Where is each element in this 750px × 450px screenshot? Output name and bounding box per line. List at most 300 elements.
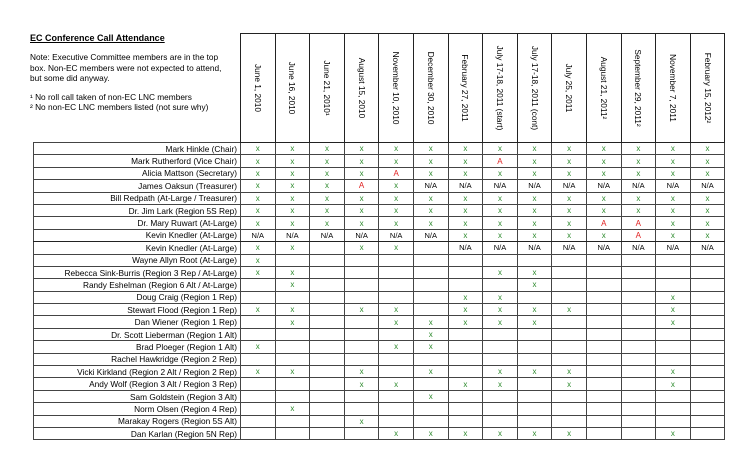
empty-cell bbox=[517, 291, 552, 303]
present-mark: x bbox=[379, 242, 414, 254]
present-mark: x bbox=[241, 254, 276, 266]
non-ec-member-row bbox=[34, 353, 725, 365]
empty-cell bbox=[379, 254, 414, 266]
non-ec-member-row bbox=[34, 304, 725, 316]
present-mark: x bbox=[344, 378, 379, 390]
empty-cell bbox=[586, 328, 621, 340]
empty-cell bbox=[379, 353, 414, 365]
member-name: Dr. Mary Ruwart (At-Large) bbox=[34, 217, 241, 229]
present-mark: x bbox=[310, 192, 345, 204]
empty-cell bbox=[344, 390, 379, 402]
absent-mark: A bbox=[621, 229, 656, 241]
empty-cell bbox=[344, 279, 379, 291]
present-mark: x bbox=[448, 217, 483, 229]
empty-cell bbox=[379, 291, 414, 303]
footnote-2: ² No non-EC LNC members listed (not sure why) bbox=[30, 102, 209, 113]
member-name: Dan Karlan (Region 5N Rep) bbox=[34, 427, 241, 439]
empty-cell bbox=[586, 266, 621, 278]
present-mark: x bbox=[656, 427, 691, 439]
empty-cell bbox=[483, 403, 518, 415]
date-label: June 1, 2010 bbox=[252, 64, 263, 112]
present-mark: x bbox=[552, 366, 587, 378]
empty-cell bbox=[413, 291, 448, 303]
empty-cell bbox=[310, 378, 345, 390]
present-mark: x bbox=[483, 204, 518, 216]
na-mark: N/A bbox=[275, 229, 310, 241]
empty-cell bbox=[310, 427, 345, 439]
empty-cell bbox=[656, 403, 691, 415]
present-mark: x bbox=[379, 204, 414, 216]
empty-cell bbox=[448, 390, 483, 402]
empty-cell bbox=[275, 328, 310, 340]
present-mark: x bbox=[690, 217, 725, 229]
present-mark: x bbox=[413, 316, 448, 328]
empty-cell bbox=[621, 304, 656, 316]
empty-cell bbox=[552, 415, 587, 427]
date-header bbox=[379, 34, 414, 143]
date-label: July 25, 2011 bbox=[564, 63, 575, 113]
empty-cell bbox=[552, 403, 587, 415]
empty-cell bbox=[344, 341, 379, 353]
present-mark: x bbox=[517, 304, 552, 316]
empty-cell bbox=[310, 415, 345, 427]
empty-cell bbox=[310, 279, 345, 291]
present-mark: x bbox=[690, 155, 725, 167]
empty-cell bbox=[517, 341, 552, 353]
present-mark: x bbox=[656, 378, 691, 390]
present-mark: x bbox=[656, 316, 691, 328]
empty-cell bbox=[310, 266, 345, 278]
empty-cell bbox=[586, 390, 621, 402]
empty-cell bbox=[621, 353, 656, 365]
ec-member-row bbox=[34, 229, 725, 241]
present-mark: x bbox=[413, 167, 448, 179]
empty-cell bbox=[379, 266, 414, 278]
empty-cell bbox=[552, 291, 587, 303]
header-spacer bbox=[34, 34, 241, 143]
empty-cell bbox=[275, 353, 310, 365]
empty-cell bbox=[586, 366, 621, 378]
empty-cell bbox=[656, 266, 691, 278]
empty-cell bbox=[448, 366, 483, 378]
na-mark: N/A bbox=[517, 242, 552, 254]
date-header bbox=[344, 34, 379, 143]
present-mark: x bbox=[517, 427, 552, 439]
date-label: June 21, 2010¹ bbox=[321, 60, 332, 116]
present-mark: x bbox=[517, 204, 552, 216]
present-mark: x bbox=[241, 180, 276, 192]
empty-cell bbox=[344, 291, 379, 303]
empty-cell bbox=[448, 266, 483, 278]
member-name: Alicia Mattson (Secretary) bbox=[34, 167, 241, 179]
empty-cell bbox=[621, 366, 656, 378]
member-name: Randy Eshelman (Region 6 Alt / At-Large) bbox=[34, 279, 241, 291]
present-mark: x bbox=[656, 204, 691, 216]
present-mark: x bbox=[483, 192, 518, 204]
empty-cell bbox=[310, 254, 345, 266]
present-mark: x bbox=[310, 167, 345, 179]
non-ec-member-row bbox=[34, 427, 725, 439]
present-mark: x bbox=[656, 192, 691, 204]
empty-cell bbox=[310, 390, 345, 402]
present-mark: x bbox=[275, 366, 310, 378]
empty-cell bbox=[656, 328, 691, 340]
empty-cell bbox=[241, 427, 276, 439]
date-header bbox=[310, 34, 345, 143]
non-ec-member-row bbox=[34, 403, 725, 415]
member-name: Stewart Flood (Region 1 Rep) bbox=[34, 304, 241, 316]
present-mark: x bbox=[690, 204, 725, 216]
present-mark: x bbox=[621, 167, 656, 179]
date-header bbox=[517, 34, 552, 143]
date-header bbox=[586, 34, 621, 143]
non-ec-member-row bbox=[34, 291, 725, 303]
date-label: June 16, 2010 bbox=[287, 61, 298, 115]
na-mark: N/A bbox=[621, 180, 656, 192]
present-mark: x bbox=[690, 192, 725, 204]
empty-cell bbox=[690, 390, 725, 402]
empty-cell bbox=[413, 378, 448, 390]
attendance-table bbox=[33, 33, 725, 440]
present-mark: x bbox=[586, 155, 621, 167]
absent-mark: A bbox=[621, 217, 656, 229]
date-label: July 17-18, 2011 (cont) bbox=[529, 45, 540, 131]
non-ec-member-row bbox=[34, 378, 725, 390]
present-mark: x bbox=[621, 204, 656, 216]
empty-cell bbox=[517, 328, 552, 340]
empty-cell bbox=[690, 403, 725, 415]
empty-cell bbox=[690, 341, 725, 353]
empty-cell bbox=[448, 328, 483, 340]
empty-cell bbox=[586, 316, 621, 328]
empty-cell bbox=[413, 403, 448, 415]
non-ec-member-row bbox=[34, 415, 725, 427]
present-mark: x bbox=[379, 427, 414, 439]
present-mark: x bbox=[413, 217, 448, 229]
date-header bbox=[241, 34, 276, 143]
present-mark: x bbox=[483, 266, 518, 278]
present-mark: x bbox=[448, 291, 483, 303]
present-mark: x bbox=[275, 279, 310, 291]
empty-cell bbox=[344, 266, 379, 278]
empty-cell bbox=[552, 341, 587, 353]
empty-cell bbox=[310, 304, 345, 316]
present-mark: x bbox=[552, 217, 587, 229]
present-mark: x bbox=[448, 143, 483, 155]
non-ec-member-row bbox=[34, 266, 725, 278]
empty-cell bbox=[690, 353, 725, 365]
ec-member-row bbox=[34, 143, 725, 155]
present-mark: x bbox=[241, 204, 276, 216]
empty-cell bbox=[344, 353, 379, 365]
non-ec-member-row bbox=[34, 328, 725, 340]
present-mark: x bbox=[483, 143, 518, 155]
empty-cell bbox=[275, 341, 310, 353]
member-name: Wayne Allyn Root (At-Large) bbox=[34, 254, 241, 266]
date-label: November 10, 2010 bbox=[391, 51, 402, 125]
na-mark: N/A bbox=[690, 180, 725, 192]
present-mark: x bbox=[656, 217, 691, 229]
empty-cell bbox=[310, 291, 345, 303]
na-mark: N/A bbox=[517, 180, 552, 192]
present-mark: x bbox=[517, 279, 552, 291]
member-name: Mark Rutherford (Vice Chair) bbox=[34, 155, 241, 167]
empty-cell bbox=[517, 254, 552, 266]
empty-cell bbox=[586, 427, 621, 439]
present-mark: x bbox=[621, 192, 656, 204]
present-mark: x bbox=[656, 167, 691, 179]
present-mark: x bbox=[483, 316, 518, 328]
present-mark: x bbox=[517, 143, 552, 155]
present-mark: x bbox=[552, 304, 587, 316]
empty-cell bbox=[552, 279, 587, 291]
empty-cell bbox=[621, 427, 656, 439]
empty-cell bbox=[656, 254, 691, 266]
page-title: EC Conference Call Attendance bbox=[30, 33, 165, 43]
present-mark: x bbox=[413, 366, 448, 378]
empty-cell bbox=[379, 403, 414, 415]
absent-mark: A bbox=[586, 217, 621, 229]
empty-cell bbox=[690, 266, 725, 278]
present-mark: x bbox=[344, 217, 379, 229]
present-mark: x bbox=[344, 242, 379, 254]
ec-member-row bbox=[34, 167, 725, 179]
non-ec-member-row bbox=[34, 254, 725, 266]
present-mark: x bbox=[275, 316, 310, 328]
present-mark: x bbox=[690, 143, 725, 155]
empty-cell bbox=[241, 353, 276, 365]
empty-cell bbox=[621, 403, 656, 415]
na-mark: N/A bbox=[552, 242, 587, 254]
present-mark: x bbox=[552, 192, 587, 204]
present-mark: x bbox=[275, 204, 310, 216]
present-mark: x bbox=[517, 316, 552, 328]
present-mark: x bbox=[241, 304, 276, 316]
present-mark: x bbox=[241, 155, 276, 167]
present-mark: x bbox=[552, 427, 587, 439]
present-mark: x bbox=[621, 143, 656, 155]
empty-cell bbox=[241, 328, 276, 340]
empty-cell bbox=[656, 415, 691, 427]
empty-cell bbox=[344, 403, 379, 415]
present-mark: x bbox=[275, 143, 310, 155]
present-mark: x bbox=[379, 304, 414, 316]
present-mark: x bbox=[310, 155, 345, 167]
empty-cell bbox=[275, 390, 310, 402]
empty-cell bbox=[310, 403, 345, 415]
date-label: February 27, 2011 bbox=[460, 54, 471, 122]
ec-member-row bbox=[34, 180, 725, 192]
present-mark: x bbox=[586, 204, 621, 216]
present-mark: x bbox=[275, 180, 310, 192]
empty-cell bbox=[586, 341, 621, 353]
present-mark: x bbox=[483, 304, 518, 316]
empty-cell bbox=[310, 316, 345, 328]
present-mark: x bbox=[344, 155, 379, 167]
empty-cell bbox=[448, 254, 483, 266]
date-label: December 30, 2010 bbox=[425, 51, 436, 125]
empty-cell bbox=[690, 279, 725, 291]
empty-cell bbox=[241, 403, 276, 415]
date-label: July 17-18, 2011 (start) bbox=[494, 45, 505, 131]
present-mark: x bbox=[517, 217, 552, 229]
member-name: Kevin Knedler (At-Large) bbox=[34, 242, 241, 254]
na-mark: N/A bbox=[448, 242, 483, 254]
present-mark: x bbox=[379, 192, 414, 204]
member-name: Brad Ploeger (Region 1 Alt) bbox=[34, 341, 241, 353]
empty-cell bbox=[690, 316, 725, 328]
empty-cell bbox=[379, 415, 414, 427]
non-ec-member-row bbox=[34, 341, 725, 353]
empty-cell bbox=[621, 415, 656, 427]
present-mark: x bbox=[483, 366, 518, 378]
present-mark: x bbox=[241, 143, 276, 155]
na-mark: N/A bbox=[621, 242, 656, 254]
empty-cell bbox=[552, 254, 587, 266]
empty-cell bbox=[483, 328, 518, 340]
na-mark: N/A bbox=[586, 180, 621, 192]
present-mark: x bbox=[310, 143, 345, 155]
empty-cell bbox=[483, 254, 518, 266]
date-header bbox=[413, 34, 448, 143]
member-name: Dr. Jim Lark (Region 5S Rep) bbox=[34, 204, 241, 216]
empty-cell bbox=[413, 304, 448, 316]
member-name: Rachel Hawkridge (Region 2 Rep) bbox=[34, 353, 241, 365]
empty-cell bbox=[275, 291, 310, 303]
date-label: November 7, 2011 bbox=[667, 54, 678, 122]
empty-cell bbox=[344, 316, 379, 328]
absent-mark: A bbox=[379, 167, 414, 179]
absent-mark: A bbox=[483, 155, 518, 167]
na-mark: N/A bbox=[483, 180, 518, 192]
empty-cell bbox=[379, 390, 414, 402]
empty-cell bbox=[483, 390, 518, 402]
date-header bbox=[656, 34, 691, 143]
empty-cell bbox=[413, 279, 448, 291]
member-name: Sam Goldstein (Region 3 Alt) bbox=[34, 390, 241, 402]
present-mark: x bbox=[275, 167, 310, 179]
present-mark: x bbox=[552, 143, 587, 155]
empty-cell bbox=[621, 341, 656, 353]
empty-cell bbox=[552, 266, 587, 278]
empty-cell bbox=[310, 353, 345, 365]
empty-cell bbox=[413, 266, 448, 278]
present-mark: x bbox=[586, 167, 621, 179]
empty-cell bbox=[241, 316, 276, 328]
empty-cell bbox=[483, 279, 518, 291]
empty-cell bbox=[448, 279, 483, 291]
empty-cell bbox=[656, 279, 691, 291]
present-mark: x bbox=[344, 167, 379, 179]
empty-cell bbox=[586, 403, 621, 415]
empty-cell bbox=[552, 316, 587, 328]
member-name: Vicki Kirkland (Region 2 Alt / Region 2 Rep) bbox=[34, 366, 241, 378]
empty-cell bbox=[586, 353, 621, 365]
empty-cell bbox=[552, 353, 587, 365]
present-mark: x bbox=[413, 204, 448, 216]
empty-cell bbox=[656, 390, 691, 402]
empty-cell bbox=[483, 341, 518, 353]
empty-cell bbox=[690, 427, 725, 439]
empty-cell bbox=[517, 390, 552, 402]
present-mark: x bbox=[517, 155, 552, 167]
empty-cell bbox=[275, 254, 310, 266]
present-mark: x bbox=[586, 229, 621, 241]
member-name: James Oaksun (Treasurer) bbox=[34, 180, 241, 192]
present-mark: x bbox=[517, 167, 552, 179]
empty-cell bbox=[275, 378, 310, 390]
empty-cell bbox=[413, 242, 448, 254]
present-mark: x bbox=[448, 204, 483, 216]
empty-cell bbox=[275, 427, 310, 439]
present-mark: x bbox=[448, 304, 483, 316]
present-mark: x bbox=[241, 266, 276, 278]
present-mark: x bbox=[656, 155, 691, 167]
na-mark: N/A bbox=[483, 242, 518, 254]
present-mark: x bbox=[241, 242, 276, 254]
present-mark: x bbox=[379, 316, 414, 328]
empty-cell bbox=[586, 279, 621, 291]
na-mark: N/A bbox=[690, 242, 725, 254]
member-name: Norm Olsen (Region 4 Rep) bbox=[34, 403, 241, 415]
na-mark: N/A bbox=[656, 180, 691, 192]
empty-cell bbox=[621, 316, 656, 328]
present-mark: x bbox=[448, 378, 483, 390]
empty-cell bbox=[586, 254, 621, 266]
empty-cell bbox=[310, 341, 345, 353]
na-mark: N/A bbox=[448, 180, 483, 192]
present-mark: x bbox=[344, 192, 379, 204]
ec-member-row bbox=[34, 155, 725, 167]
present-mark: x bbox=[448, 155, 483, 167]
present-mark: x bbox=[656, 229, 691, 241]
present-mark: x bbox=[483, 378, 518, 390]
present-mark: x bbox=[413, 192, 448, 204]
present-mark: x bbox=[552, 155, 587, 167]
empty-cell bbox=[379, 279, 414, 291]
present-mark: x bbox=[310, 217, 345, 229]
na-mark: N/A bbox=[344, 229, 379, 241]
present-mark: x bbox=[483, 217, 518, 229]
empty-cell bbox=[517, 353, 552, 365]
present-mark: x bbox=[241, 366, 276, 378]
non-ec-member-row bbox=[34, 316, 725, 328]
empty-cell bbox=[621, 291, 656, 303]
present-mark: x bbox=[275, 304, 310, 316]
present-mark: x bbox=[344, 415, 379, 427]
non-ec-member-row bbox=[34, 366, 725, 378]
present-mark: x bbox=[656, 143, 691, 155]
present-mark: x bbox=[379, 180, 414, 192]
non-ec-member-row bbox=[34, 390, 725, 402]
na-mark: N/A bbox=[586, 242, 621, 254]
empty-cell bbox=[413, 353, 448, 365]
empty-cell bbox=[621, 266, 656, 278]
present-mark: x bbox=[656, 366, 691, 378]
absent-mark: A bbox=[344, 180, 379, 192]
empty-cell bbox=[552, 390, 587, 402]
present-mark: x bbox=[241, 192, 276, 204]
empty-cell bbox=[241, 291, 276, 303]
present-mark: x bbox=[690, 229, 725, 241]
na-mark: N/A bbox=[552, 180, 587, 192]
member-name: Andy Wolf (Region 3 Alt / Region 3 Rep) bbox=[34, 378, 241, 390]
empty-cell bbox=[517, 403, 552, 415]
empty-cell bbox=[690, 291, 725, 303]
present-mark: x bbox=[344, 304, 379, 316]
member-name: Dan Wiener (Region 1 Rep) bbox=[34, 316, 241, 328]
present-mark: x bbox=[517, 266, 552, 278]
